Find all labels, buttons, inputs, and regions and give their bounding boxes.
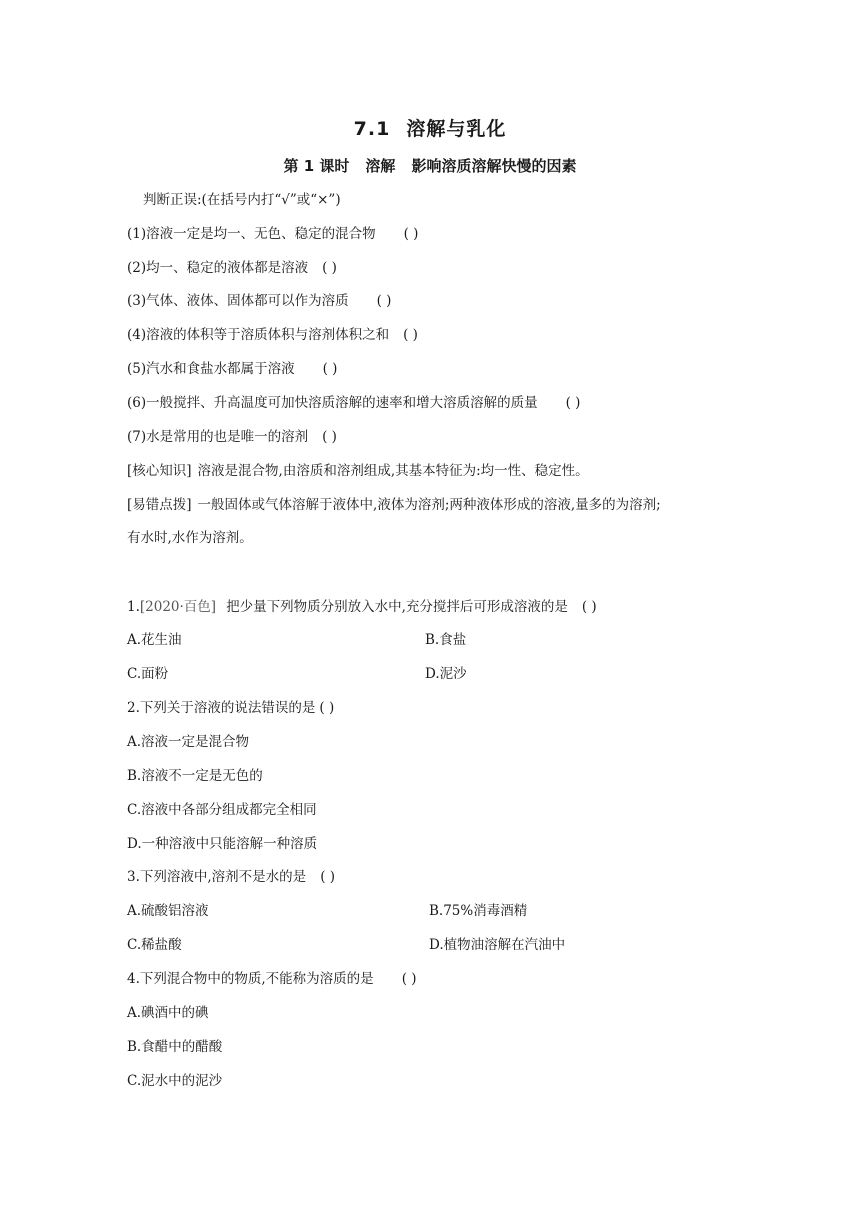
option-d: D.植物油溶解在汽油中 (429, 937, 566, 953)
answer-blank: ( ) (401, 971, 417, 987)
question-4-stem: 4.下列混合物中的物质,不能称为溶质的是 ( ) (127, 971, 417, 987)
judgment-instruction: 判断正误:(在括号内打“√”或“×”) (143, 192, 341, 208)
option-c: C.面粉 (127, 666, 169, 682)
answer-blank: ( ) (376, 293, 392, 309)
answer-blank: ( ) (565, 395, 581, 411)
judgment-item: (7)水是常用的也是唯一的溶剂 ( ) (127, 429, 337, 445)
lesson-topic-2: 影响溶质溶解快慢的因素 (411, 157, 577, 175)
section-title (0, 114, 860, 141)
question-3-options-row-2 (127, 935, 747, 955)
option-d: D.一种溶液中只能溶解一种溶质 (127, 836, 318, 852)
question-1-options-row-1 (127, 630, 727, 650)
answer-blank: ( ) (322, 429, 337, 445)
option-b: B.食盐 (425, 632, 467, 648)
option-a: A.硫酸铝溶液 (127, 903, 209, 919)
error-tip-continued: 有水时,水作为溶剂。 (127, 530, 253, 546)
question-2-stem: 2.下列关于溶液的说法错误的是 ( ) (127, 700, 335, 716)
lesson-topic-1: 溶解 (365, 157, 396, 175)
option-a: A.花生油 (127, 632, 182, 648)
option-c: C.溶液中各部分组成都完全相同 (127, 802, 317, 818)
option-b: B.溶液不一定是无色的 (127, 768, 263, 784)
error-tip-label: [易错点拨] (127, 497, 192, 513)
option-d: D.泥沙 (425, 666, 467, 682)
lesson-label: 第 1 课时 (283, 157, 350, 175)
answer-blank: ( ) (581, 599, 597, 615)
question-3-options-row-1 (127, 901, 747, 921)
answer-blank: ( ) (320, 869, 336, 885)
question-1-options-row-2 (127, 664, 727, 684)
judgment-item: (2)均一、稳定的液体都是溶液 ( ) (127, 260, 337, 276)
answer-blank: ( ) (322, 260, 337, 276)
question-1-stem: 1.[2020·百色] 把少量下列物质分别放入水中,充分搅拌后可形成溶液的是 ( ) (127, 599, 597, 615)
error-tip: [易错点拨] 一般固体或气体溶解于液体中,液体为溶剂;两种液体形成的溶液,量多的为溶剂; (127, 497, 661, 513)
judgment-item: (3)气体、液体、固体都可以作为溶质 ( ) (127, 293, 392, 309)
judgment-item: (6)一般搅拌、升高温度可加快溶质溶解的速率和增大溶质溶解的质量 ( ) (127, 395, 581, 411)
core-knowledge: [核心知识] 溶液是混合物,由溶质和溶剂组成,其基本特征为:均一性、稳定性。 (127, 463, 589, 479)
option-a: A.溶液一定是混合物 (127, 734, 250, 750)
lesson-subtitle (0, 155, 860, 176)
answer-blank: ( ) (403, 327, 418, 343)
judgment-item: (5)汽水和食盐水都属于溶液 ( ) (127, 361, 338, 377)
option-c: C.泥水中的泥沙 (127, 1073, 223, 1089)
question-source: [2020·百色] (139, 599, 217, 615)
section-name: 溶解与乳化 (406, 118, 507, 140)
answer-blank: ( ) (322, 361, 338, 377)
option-c: C.稀盐酸 (127, 937, 182, 953)
judgment-item: (4)溶液的体积等于溶质体积与溶剂体积之和 ( ) (127, 327, 418, 343)
option-a: A.碘酒中的碘 (127, 1005, 209, 1021)
answer-blank: ( ) (403, 226, 419, 242)
question-3-stem: 3.下列溶液中,溶剂不是水的是 ( ) (127, 869, 336, 885)
section-number: 7.1 (353, 118, 391, 140)
judgment-item: (1)溶液一定是均一、无色、稳定的混合物 ( ) (127, 226, 419, 242)
option-b: B.食醋中的醋酸 (127, 1039, 223, 1055)
option-b: B.75%消毒酒精 (429, 903, 528, 919)
answer-blank: ( ) (319, 700, 335, 716)
core-knowledge-label: [核心知识] (127, 463, 192, 479)
